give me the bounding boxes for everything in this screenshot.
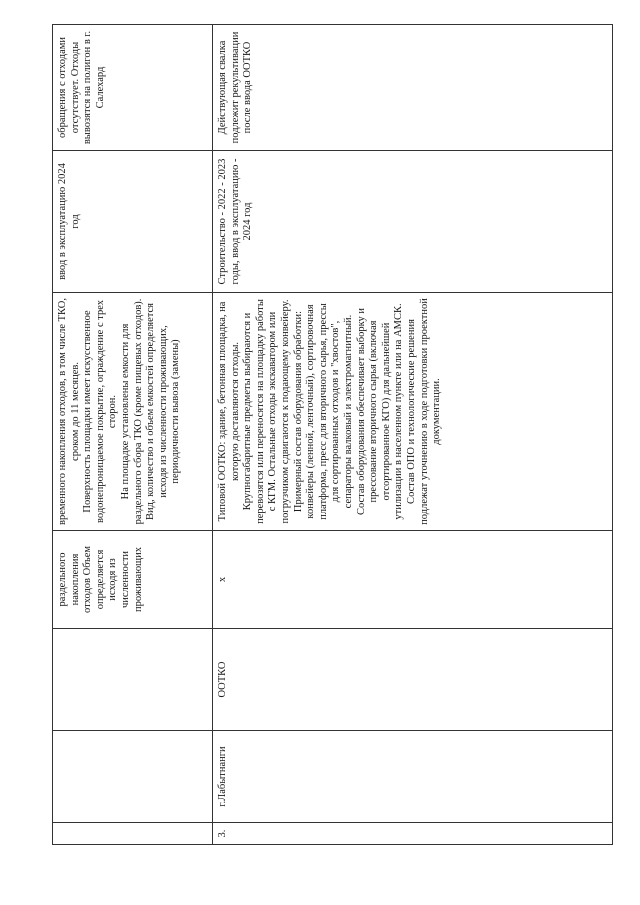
cell-object [53,629,213,731]
cell-note: Действующая свалка подлежит рекультивации после ввода ОOTКО [213,25,613,151]
cell-object: ОOTКО [213,629,613,731]
cell-period: Строительство - 2022 - 2023 годы, ввод в эксплуатацию - 2024 год [213,151,613,293]
table-row-labytnangi [213,25,613,845]
rotated-table-container [52,25,612,845]
cell-settlement: г.Лабытнанги [213,731,613,823]
table-row-previous [53,25,213,845]
cell-description: временного накопления отходов, в том числе ТКО, сроком до 11 месяцев. Поверхность площадки имеет искусственное водонепроницаемое покрытие, ограждение с трех сторон. На площадке установлены емкости для раздельного сбора ТКО (кроме пищевых отходов). Вид, количество и объем емкостей определяется исходя из численности проживающих, периодичности вывоза (замены) [53,293,213,531]
cell-number [53,823,213,845]
cell-number: 3. [213,823,613,845]
cell-period: ввод в эксплуатацию 2024 год [53,151,213,293]
cell-accumulation: x [213,531,613,629]
cell-note: обращения с отходами отсутствует. Отходы вывозятся на полигон в г. Салехард [53,25,213,151]
facilities-table [52,24,613,845]
cell-accumulation: раздельного накопления отходов Объем определяется исходя из численности проживающих [53,531,213,629]
cell-settlement [53,731,213,823]
cell-description: Типовой ОOTКО: здание, бетонная площадка, на которую доставляются отходы. Крупногабаритные предметы выбираются и перевозятся или переносятся на площадку работы с КГМ. Остальные отходы экскаватором или погрузчиком сдвигаются к подающему конвейеру. Примерный состав оборудования обработки: конвейеры (ленной, ленточный), сортировочная платформа, пресс для вторичного сырья, прессы для сортированных отходов и "хвостов", сепараторы валковый и электромагнитный. Состав оборудования обеспечивает выборку и прессование вторичного сырья (включая отсортированное КГО) для дальнейшей утилизации в населенном пункте или на АМСК. Состав ОПО и технологические решения подлежат уточнению в ходе подготовки проектной документации. [213,293,613,531]
